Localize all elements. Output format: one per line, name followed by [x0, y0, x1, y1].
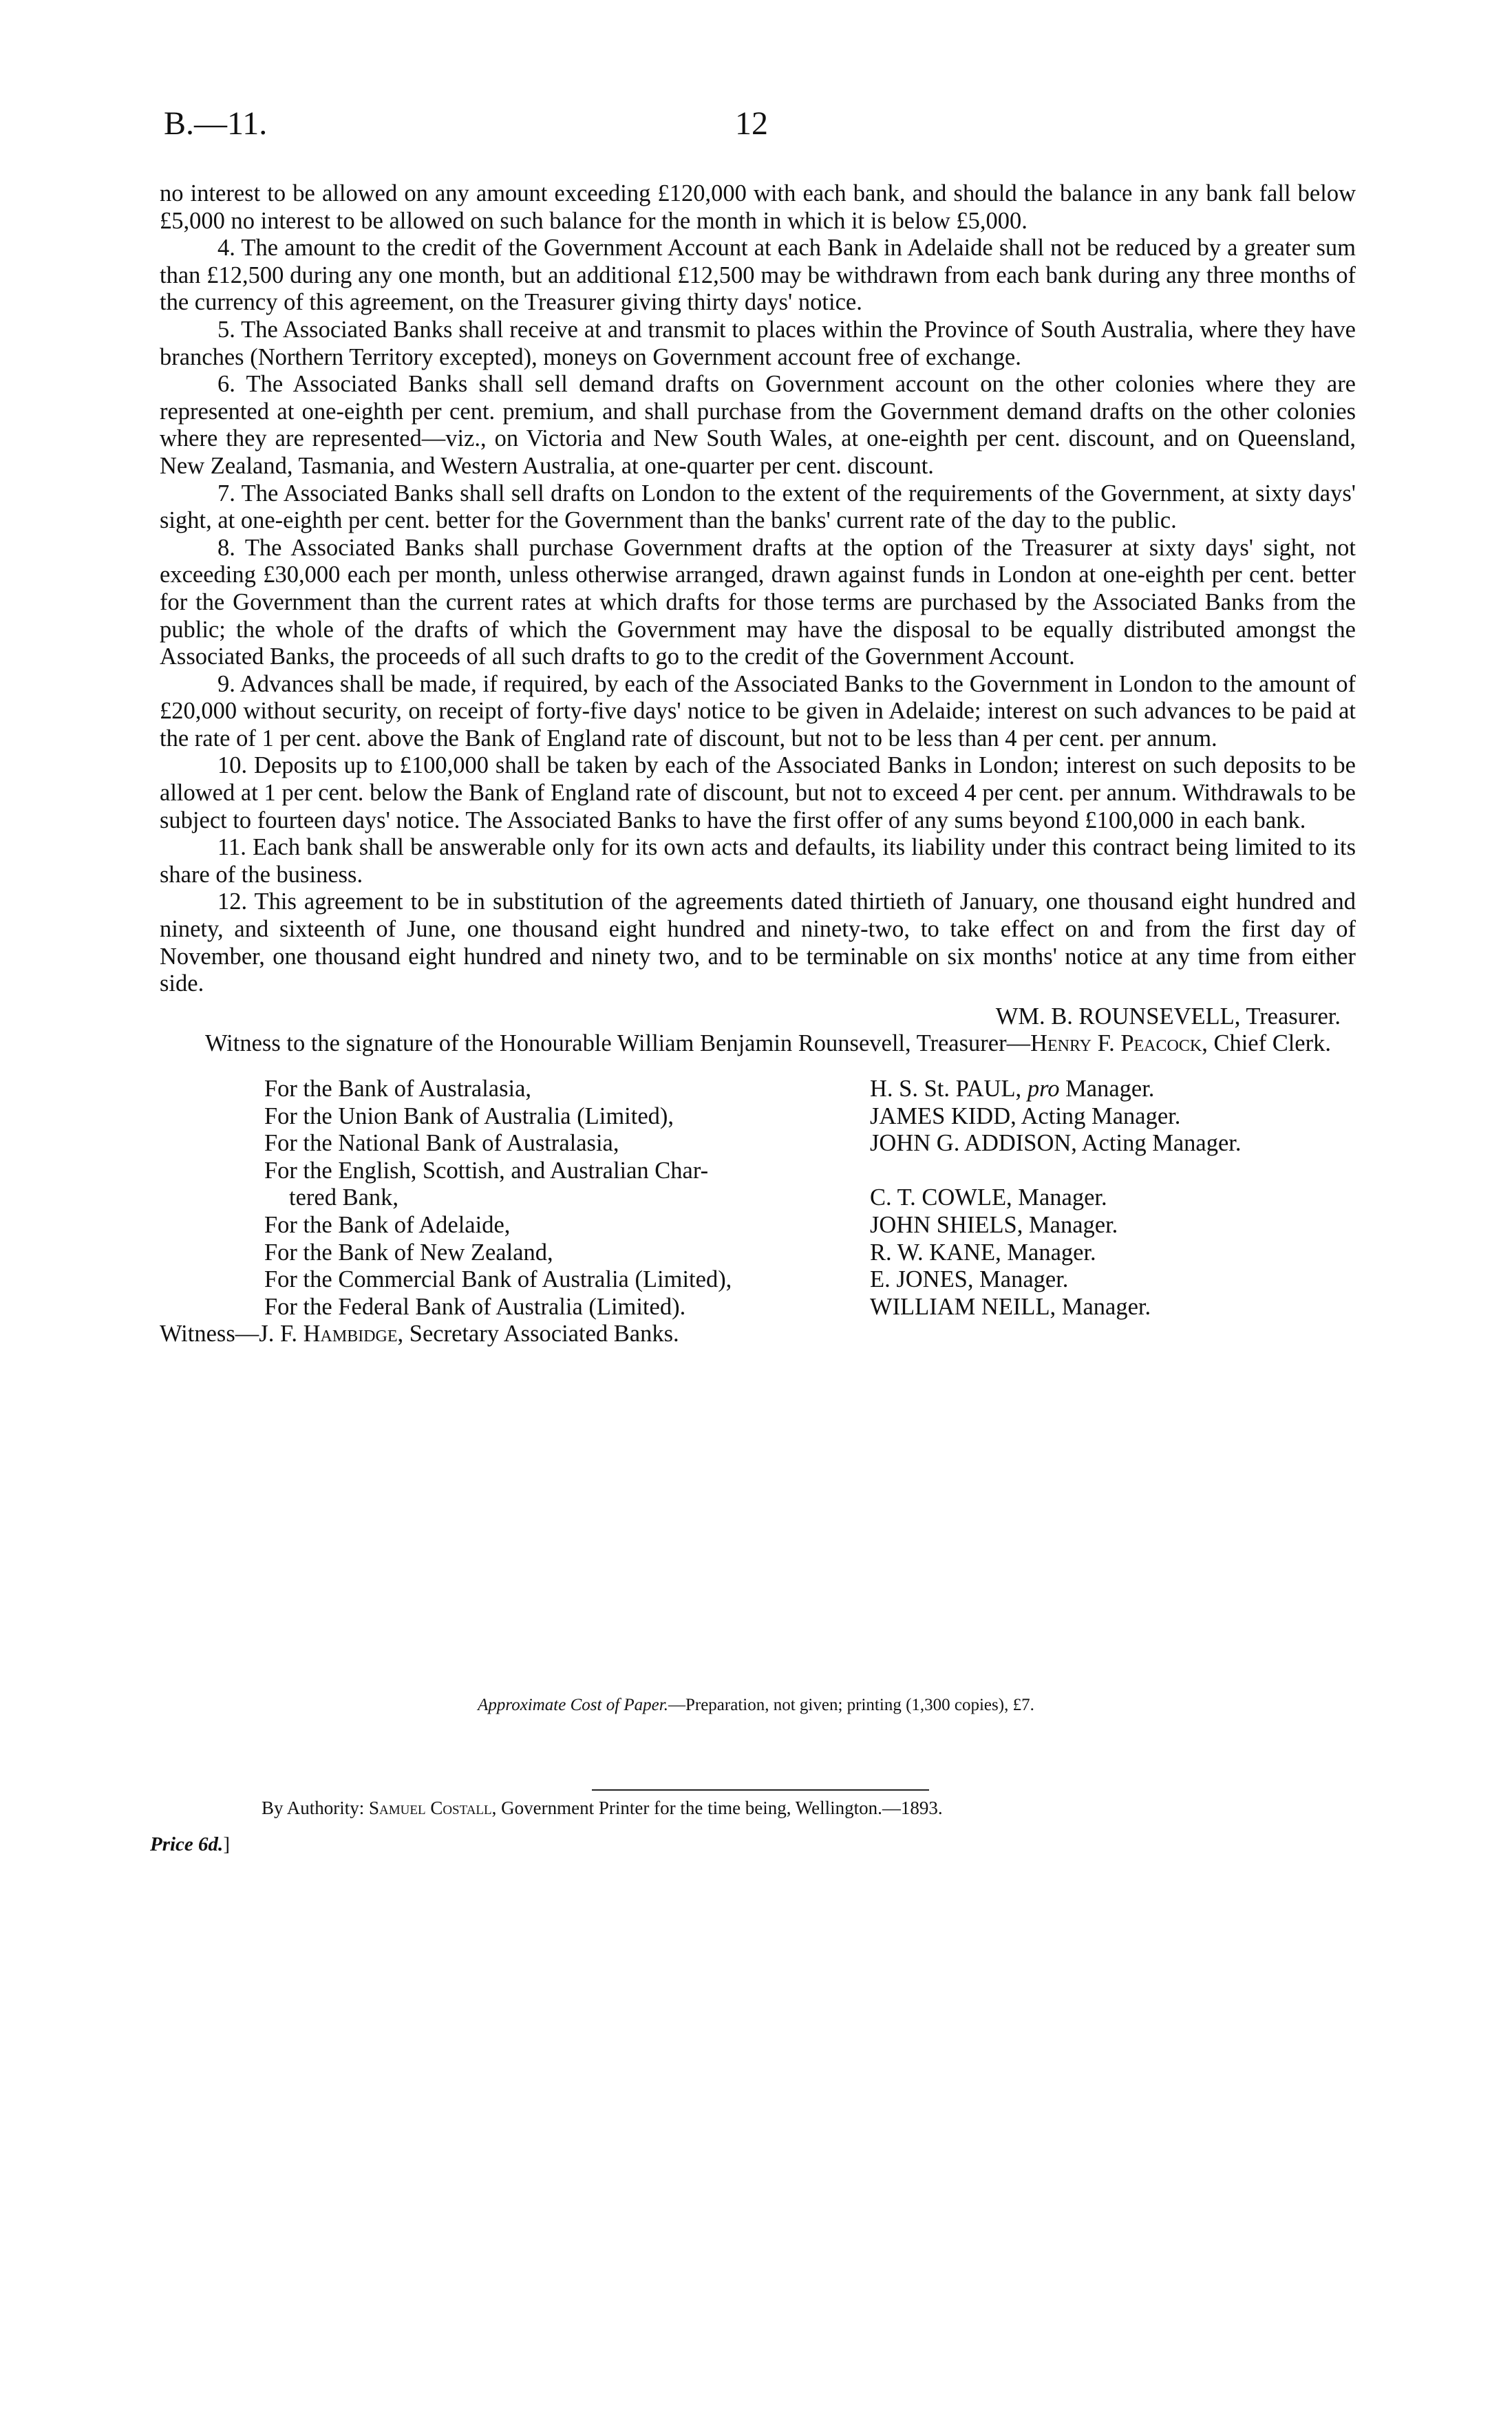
bank-signer [870, 1158, 1356, 1185]
bank-row [264, 1239, 1356, 1267]
signer-role: Manager. [979, 1266, 1069, 1293]
footer-divider [592, 1789, 929, 1791]
bank-signer [870, 1266, 1356, 1294]
witness2-suffix: , Secretary Associated Banks. [397, 1321, 679, 1347]
bank-name: tered Bank, [289, 1184, 399, 1211]
bank-name: For the Bank of New Zealand, [264, 1239, 553, 1266]
treasurer-signature: WM. B. ROUNSEVELL, Treasurer. [995, 1003, 1341, 1030]
page-header [164, 105, 1348, 153]
printer-name: Samuel Costall [369, 1798, 492, 1818]
bank-row [264, 1076, 1356, 1103]
signer-name: C. T. COWLE, [870, 1184, 1012, 1211]
bank-signer [870, 1076, 1356, 1103]
cost-text: —Preparation, not given; printing (1,300 copies), £7. [668, 1696, 1034, 1714]
signer-role: Manager. [1018, 1184, 1107, 1211]
bank-signer [870, 1130, 1356, 1158]
cost-label: Approximate Cost of Paper. [478, 1696, 668, 1714]
bank-signer [870, 1103, 1356, 1131]
signer-role: Manager. [1007, 1239, 1096, 1266]
bank-signer [870, 1212, 1356, 1239]
document-body [160, 180, 1356, 1348]
bank-name: For the English, Scottish, and Australian Char- [264, 1157, 709, 1184]
signer-role: Manager. [1065, 1076, 1155, 1102]
witness-name-first: Henry [1030, 1030, 1092, 1057]
bank-row [264, 1184, 1356, 1212]
bank-signatories [264, 1076, 1356, 1321]
price-text: Price 6d. [150, 1833, 224, 1855]
bank-name: For the Bank of Australasia, [264, 1076, 532, 1102]
clause-11: 11. Each bank shall be answerable only for its own acts and defaults, its liability under this contract being limited to its share of the business. [160, 834, 1356, 888]
witness-text: Witness to the signature of the Honourable William Benjamin Rounsevell, Treasurer— [205, 1030, 1031, 1057]
clause-5: 5. The Associated Banks shall receive at and transmit to places within the Province of South Australia, where they have branches (Northern Territory excepted), moneys on Government account free of exchange. [160, 316, 1356, 370]
signer-name: E. JONES, [870, 1266, 974, 1293]
signer-role: Acting Manager. [1081, 1130, 1242, 1157]
signer-name: JOHN G. ADDISON, [870, 1130, 1077, 1157]
authority-suffix: , Government Printer for the time being, Wellington.—1893. [491, 1798, 943, 1818]
bank-row [264, 1294, 1356, 1321]
printer-authority [262, 1798, 943, 1819]
bank-signer [870, 1294, 1356, 1321]
bank-row [264, 1103, 1356, 1131]
bank-name: For the Union Bank of Australia (Limited), [264, 1102, 674, 1129]
bank-signer [870, 1184, 1356, 1212]
bank-row [264, 1266, 1356, 1294]
witness2-name: Hambidge [303, 1321, 398, 1347]
authority-prefix: By Authority: [262, 1798, 370, 1818]
signer-name: JOHN SHIELS, [870, 1211, 1023, 1238]
bank-row [264, 1212, 1356, 1239]
bank-name: For the Bank of Adelaide, [264, 1211, 511, 1238]
bank-row [264, 1130, 1356, 1158]
clause-9: 9. Advances shall be made, if required, by each of the Associated Banks to the Government in London to the amount of £20,000 without security, on receipt of forty-five days' notice to be given in Adelaide; interest on such advances to be paid at the rate of 1 per cent. above the Bank of England rate of discount, but not to be less than 4 per cent. per annum. [160, 670, 1356, 752]
clause-10: 10. Deposits up to £100,000 shall be taken by each of the Associated Banks in London; interest on such deposits to be allowed at 1 per cent. below the Bank of England rate of discount, but not to exceed 4 per cent. per annum. Withdrawals to be subject to fourteen days' notice. The Associated Banks to have the first offer of any sums beyond £100,000 in each bank. [160, 752, 1356, 833]
bank-name: For the Commercial Bank of Australia (Limited), [264, 1266, 732, 1293]
bank-row [264, 1158, 1356, 1185]
clause-7: 7. The Associated Banks shall sell drafts on London to the extent of the requirements of the Government, at sixty days' sight, at one-eighth per cent. better for the Government than the banks' current rate of the day to the public. [160, 480, 1356, 534]
witness-suffix: , Chief Clerk. [1202, 1030, 1331, 1057]
signer-italic: pro [1027, 1076, 1060, 1102]
bank-signer [870, 1239, 1356, 1267]
clause-12: 12. This agreement to be in substitution of the agreements dated thirtieth of January, one thousand eight hundred and ninety, and sixteenth of June, one thousand eight hundred and ninety-two, to take effect on and from the first day of November, one thousand eight hundred and ninety two, and to be terminable on six months' notice at any time from either side. [160, 888, 1356, 997]
clause-4: 4. The amount to the credit of the Government Account at each Bank in Adelaide shall not be reduced by a greater sum than £12,500 during any one month, but an additional £12,500 may be withdrawn from each bank during any three months of the currency of this agreement, on the Treasurer giving thirty days' notice. [160, 235, 1356, 316]
price-bracket: ] [223, 1833, 230, 1855]
price [150, 1833, 230, 1856]
bank-name: For the National Bank of Australasia, [264, 1130, 619, 1157]
signer-name: WILLIAM NEILL, [870, 1293, 1056, 1320]
signer-role: Manager. [1061, 1293, 1151, 1320]
signer-role: Manager. [1028, 1211, 1118, 1238]
signer-name: H. S. St. PAUL, [870, 1076, 1022, 1102]
clause-8: 8. The Associated Banks shall purchase Government drafts at the option of the Treasurer at sixty days' sight, not exceeding £30,000 each per month, unless otherwise arranged, drawn against funds in London at one-eighth per cent. better for the Government than the current rates at which drafts for those terms are purchased by the Associated Banks from the public; the whole of the drafts of which the Government may have the disposal to be equally distributed amongst the Associated Banks, the proceeds of all such drafts to go to the credit of the Government Account. [160, 534, 1356, 670]
page-number: 12 [735, 105, 768, 142]
treasurer-witness-line [160, 1030, 1356, 1058]
signer-role: Acting Manager. [1021, 1102, 1181, 1129]
cost-of-paper-note [0, 1696, 1512, 1715]
paragraph-continuation: no interest to be allowed on any amount exceeding £120,000 with each bank, and should the balance in any bank fall below £5,000 no interest to be allowed on such balance for the month in which it is below £5,000. [160, 180, 1356, 234]
signer-name: R. W. KANE, [870, 1239, 1001, 1266]
witness2-prefix: Witness—J. F. [160, 1321, 304, 1347]
signer-name: JAMES KIDD, [870, 1102, 1016, 1129]
bank-name: For the Federal Bank of Australia (Limited). [264, 1293, 686, 1320]
banks-witness-line [160, 1321, 1356, 1348]
witness-name-second: F. Peacock [1097, 1030, 1202, 1057]
clause-6: 6. The Associated Banks shall sell demand drafts on Government account on the other colonies where they are represented at one-eighth per cent. premium, and shall purchase from the Government demand drafts on the other colonies where they are represented—viz., on Victoria and New South Wales, at one-eighth per cent. discount, and on Queensland, New Zealand, Tasmania, and Western Australia, at one-quarter per cent. discount. [160, 371, 1356, 479]
document-reference: B.—11. [164, 105, 268, 142]
